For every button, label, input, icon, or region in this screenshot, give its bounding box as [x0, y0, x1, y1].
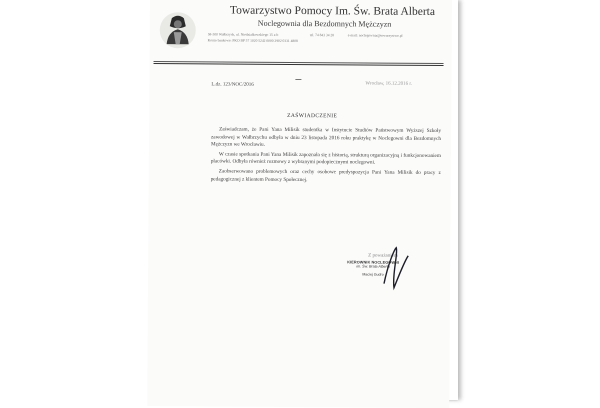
fold-mark	[295, 79, 301, 80]
closing-phrase: Z poważaniem	[368, 253, 398, 259]
org-email: e-mail: noclegownia@towarzystwo.pl	[347, 33, 403, 38]
document-body	[211, 126, 441, 187]
stamp-subtitle: im. Św. Brata Alberta	[356, 264, 390, 269]
official-stamp	[338, 260, 408, 276]
org-subtitle: Noclegownia dla Bezdomnych Mężczyzn	[257, 18, 392, 29]
body-paragraph: Zaobserwowano problemowych oraz cechy osobowe predyspozycja Pani Yana Milisik do pracy z pedagogicznej z klientem Pomocy Społecznej.	[210, 168, 441, 183]
org-name: Towarzystwo Pomocy Im. Św. Brata Alberta	[229, 4, 436, 18]
brother-albert-logo-icon	[158, 10, 198, 50]
stamp-title: KIEROWNIK NOCLEGOWNI	[347, 260, 400, 265]
document-page	[147, 0, 452, 408]
org-address: 58-300 Wałbrzych, ul. Niedziałkowskiego 15 a-b	[207, 32, 279, 37]
document-title: ZAŚWIADCZENIE	[287, 112, 338, 120]
reference-number: L.dz. 123/NOC/2016	[211, 82, 254, 88]
org-phone: tel. 74 843 34 28	[309, 33, 335, 38]
org-bank-account: Konto bankowe: PKO BP 57 1020 5242 0000 2902 0331 4808	[207, 38, 298, 44]
document-date: Wrocław, 16.12.2016 r.	[365, 81, 413, 87]
body-paragraph: Zaświadczam, że Pani Yana Milisik studentka w Instytucie Studiów Państwowym Wyższej Szkoły zawodowej w Wałbrzychu odbyła w dniu 23 listopada 2016 roku praktykę w Noclegowni dla Bezdomnych Mężczyzn we Wrocławiu.	[210, 126, 442, 148]
body-paragraph: W czasie spotkania Pani Yana Milisik zapoznała się z historią, strukturą organizacyjną i funkcjonowaniem placówki. Odbyła również rozmowy z wybranymi podopiecznymi noclegowni.	[210, 151, 441, 166]
stamp-name: Maciej Gudro	[362, 272, 384, 277]
